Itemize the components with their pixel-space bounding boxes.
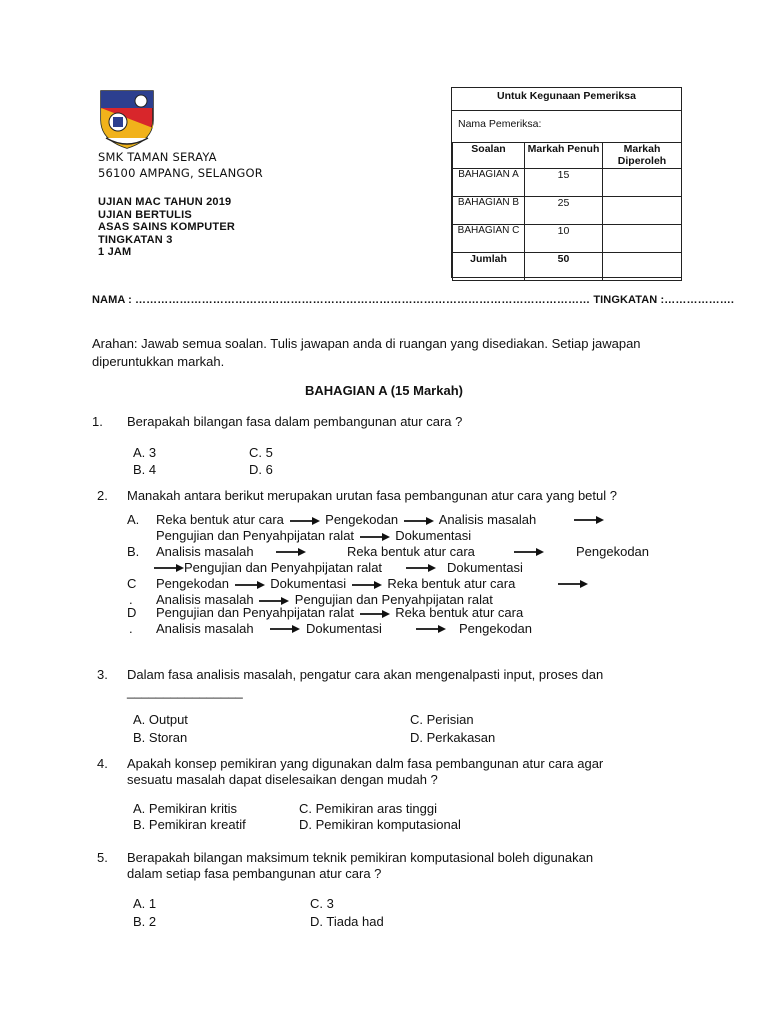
exam-info (98, 196, 235, 259)
option-a[interactable]: A. Pemikiran kritis (133, 801, 238, 816)
school-name: SMK TAMAN SERAYA (98, 150, 217, 164)
examiner-box-title: Untuk Kegunaan Pemeriksa (497, 90, 636, 102)
section-cell: BAHAGIAN C (453, 225, 525, 253)
table-row (453, 225, 682, 253)
answer-blank[interactable]: ________________ (127, 684, 243, 699)
option-a[interactable]: A. 1 (133, 896, 157, 911)
obtained-mark-cell[interactable] (603, 169, 682, 197)
arrow-right-icon (276, 547, 306, 557)
question-number: 5. (97, 850, 108, 865)
option-d-line1[interactable] (156, 605, 523, 621)
arrow-right-icon (360, 609, 390, 619)
option-b[interactable]: B. 2 (133, 914, 157, 929)
arrow-right-icon (360, 532, 390, 542)
marks-table (452, 142, 682, 281)
step-text: Reka bentuk atur cara (347, 544, 475, 559)
option-a[interactable]: A. 3 (133, 445, 157, 460)
section-title: BAHAGIAN A (15 Markah) (305, 383, 463, 398)
section-cell: BAHAGIAN B (453, 197, 525, 225)
step-text: Dokumentasi (306, 621, 382, 636)
step-text: Pengekodan (576, 544, 650, 559)
examiner-box (451, 87, 682, 278)
step-text: Pengujian dan Penyahpijatan ralat (184, 560, 383, 575)
question-text: Apakah konsep pemikiran yang digunakan dalm fasa pembangunan atur cara agar (127, 756, 604, 771)
step-text: Analisis masalah (438, 512, 537, 527)
step-text: Dokumentasi (395, 528, 472, 543)
arrow-right-icon (352, 580, 382, 590)
question-text: dalam setiap fasa pembangunan atur cara ? (127, 866, 382, 881)
option-b[interactable]: B. 4 (133, 462, 157, 477)
arrow-right-icon (154, 563, 184, 573)
question-text: Berapakah bilangan maksimum teknik pemikiran komputasional boleh digunakan (127, 850, 594, 865)
option-d[interactable]: D. Tiada had (310, 914, 384, 929)
question-number: 3. (97, 667, 108, 682)
question-number: 4. (97, 756, 108, 771)
arrow-right-icon (404, 516, 434, 526)
option-d[interactable]: D. Perkakasan (410, 730, 496, 745)
option-c[interactable]: C. 5 (249, 445, 273, 460)
option-d-dot: . (129, 621, 133, 636)
divider (452, 110, 681, 111)
step-text: Reka bentuk atur cara (156, 512, 284, 527)
option-b[interactable]: B. Storan (133, 730, 188, 745)
full-mark-cell: 15 (525, 169, 603, 197)
arrow-right-icon (270, 624, 300, 634)
step-text: Dokumentasi (447, 560, 523, 575)
full-mark-cell: 25 (525, 197, 603, 225)
step-text: Pengujian dan Penyahpijatan ralat (156, 528, 355, 543)
arrow-right-icon (235, 580, 265, 590)
col-header-markah-diperoleh: Markah Diperoleh (603, 143, 682, 169)
step-text: Pengujian dan Penyahpijatan ralat (294, 592, 493, 607)
step-text: Analisis masalah (156, 592, 254, 607)
step-text: Pengekodan (325, 512, 399, 527)
step-text: Dokumentasi (270, 576, 347, 591)
step-text: Reka bentuk atur cara (387, 576, 516, 591)
option-b[interactable]: B. Pemikiran kreatif (133, 817, 246, 832)
option-a[interactable]: A. Output (133, 712, 188, 727)
option-c[interactable]: C. Perisian (410, 712, 474, 727)
col-header-soalan: Soalan (453, 143, 525, 169)
exam-line: 1 JAM (98, 246, 132, 259)
table-row (453, 197, 682, 225)
option-a-line1[interactable] (156, 512, 536, 528)
table-row (453, 169, 682, 197)
question-text: sesuatu masalah dapat diselesaikan dengan mudah ? (127, 772, 438, 787)
option-c-label[interactable]: C (127, 576, 137, 591)
option-a-label[interactable]: A. (127, 512, 140, 527)
total-label: Jumlah (453, 253, 525, 281)
step-text: Pengekodan (156, 576, 230, 591)
option-c[interactable]: C. 3 (310, 896, 334, 911)
school-crest-logo (98, 88, 156, 150)
arrow-right-icon (416, 624, 446, 634)
question-text: Dalam fasa analisis masalah, pengatur cara akan mengenalpasti input, proses dan (127, 667, 604, 682)
exam-line: ASAS SAINS KOMPUTER (98, 221, 236, 234)
question-number: 2. (97, 488, 108, 503)
option-b-label[interactable]: B. (127, 544, 140, 559)
option-d-label[interactable]: D (127, 605, 137, 620)
arrow-right-icon (558, 579, 588, 589)
section-cell: BAHAGIAN A (453, 169, 525, 197)
col-header-markah-penuh: Markah Penuh (525, 143, 603, 169)
step-text: Pengekodan (459, 621, 533, 636)
exam-line: TINGKATAN 3 (98, 233, 173, 246)
option-a-line2[interactable] (156, 528, 471, 544)
instructions: Arahan: Jawab semua soalan. Tulis jawapan anda di ruangan yang disediakan. Setiap jawapan diperuntukkan markah. (92, 336, 641, 369)
obtained-mark-cell[interactable] (603, 225, 682, 253)
option-c[interactable]: C. Pemikiran aras tinggi (299, 801, 437, 816)
exam-line: UJIAN BERTULIS (98, 208, 192, 221)
question-text: Manakah antara berikut merupakan urutan fasa pembangunan atur cara yang betul ? (127, 488, 617, 503)
school-info (98, 149, 263, 181)
option-d[interactable]: D. 6 (249, 462, 273, 477)
arrow-right-icon (514, 547, 544, 557)
table-row-total (453, 253, 682, 281)
arrow-right-icon (574, 515, 604, 525)
step-text: Analisis masalah (156, 621, 254, 636)
total-full-mark: 50 (525, 253, 603, 281)
school-address: 56100 AMPANG, SELANGOR (98, 166, 263, 180)
option-c-dot: . (129, 592, 133, 607)
exam-line: UJIAN MAC TAHUN 2019 (98, 196, 232, 208)
obtained-mark-cell[interactable] (603, 197, 682, 225)
step-text: Reka bentuk atur cara (395, 605, 524, 620)
question-text: Berapakah bilangan fasa dalam pembangunan atur cara ? (127, 414, 463, 429)
arrow-right-icon (406, 563, 436, 573)
step-text: Pengujian dan Penyahpijatan ralat (156, 605, 355, 620)
examiner-name-label: Nama Pemeriksa: (458, 118, 542, 130)
option-d[interactable]: D. Pemikiran komputasional (299, 817, 461, 832)
question-number: 1. (92, 414, 103, 429)
total-obtained-cell[interactable] (603, 253, 682, 281)
arrow-right-icon (290, 516, 320, 526)
step-text: Analisis masalah (156, 544, 254, 559)
full-mark-cell: 10 (525, 225, 603, 253)
option-c-line1[interactable] (156, 576, 515, 592)
student-name-field[interactable]: NAMA : …………………………………………………………………………………………………………… TINGKATAN :………………. (92, 294, 735, 306)
